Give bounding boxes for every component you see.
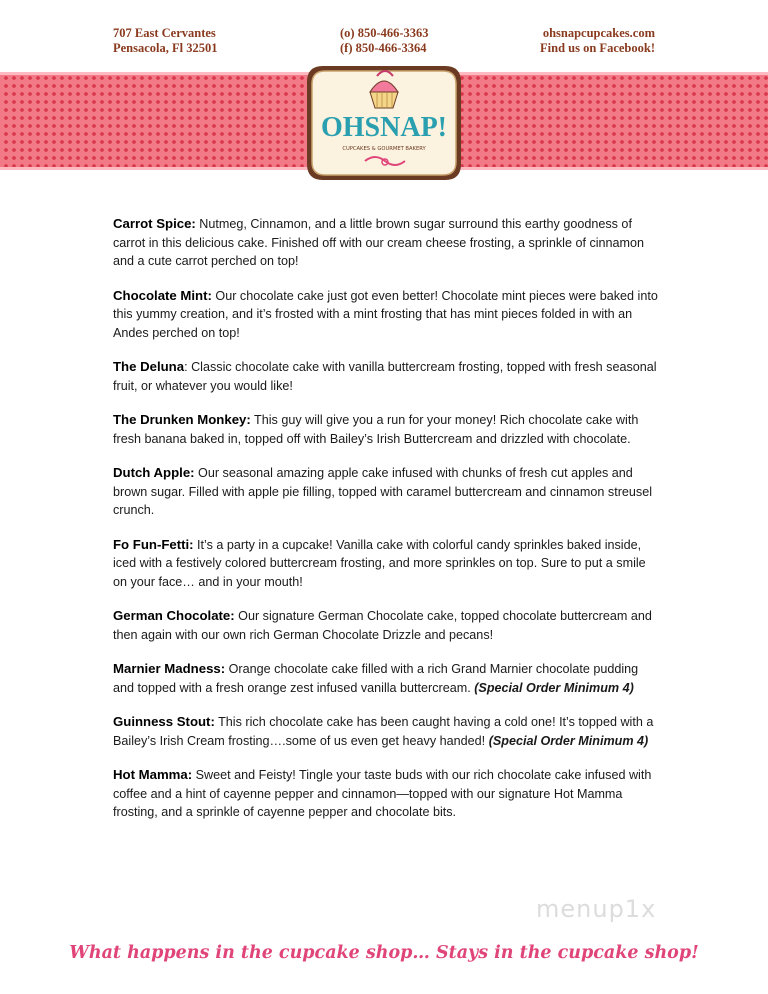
menu-item-description: Our signature German Chocolate cake, topped chocolate buttercream and then again with our own rich German Chocolate Drizzle and pecans! bbox=[113, 609, 652, 642]
menu-item bbox=[113, 287, 658, 343]
address-block bbox=[113, 26, 218, 56]
menu-item-description: This rich chocolate cake has been caught having a cold one! It’s topped with a Bailey’s Irish Cream frosting….some of us even get heavy handed! bbox=[113, 715, 654, 748]
phone-block bbox=[340, 26, 429, 56]
address-street: 707 East Cervantes bbox=[113, 26, 216, 40]
menu-item bbox=[113, 660, 658, 697]
phone-office: (o) 850-466-3363 bbox=[340, 26, 429, 40]
menu-item-note: (Special Order Minimum 4) bbox=[488, 733, 649, 748]
facebook-link[interactable]: Find us on Facebook! bbox=[540, 41, 655, 55]
menu-item-name: Fo Fun-Fetti: bbox=[113, 536, 194, 552]
logo-brand-text: OHSNAP! bbox=[321, 112, 447, 143]
menu-item-name: The Deluna bbox=[113, 359, 185, 374]
menu-item bbox=[113, 464, 658, 520]
ohsnap-logo bbox=[303, 62, 465, 184]
menu-item bbox=[113, 713, 658, 750]
menu-item-description: : Classic chocolate cake with vanilla buttercream frosting, topped with fresh seasonal fruit, or whatever you would like! bbox=[113, 360, 657, 393]
menu-item-name: Marnier Madness: bbox=[113, 661, 226, 676]
website-link[interactable]: ohsnapcupcakes.com bbox=[542, 26, 655, 40]
menu-item-description: It’s a party in a cupcake! Vanilla cake with colorful candy sprinkles baked inside, iced with a festively colored buttercream frosting, and more sprinkles on top. Sure to put a smile on your face… and in your mouth! bbox=[113, 537, 646, 589]
menu-item-description: This guy will give you a run for your money! Rich chocolate cake with fresh banana baked in, topped off with Bailey’s Irish Buttercream and drizzled with chocolate. bbox=[113, 413, 639, 446]
menu-item-name: Hot Mamma: bbox=[113, 767, 193, 782]
footer-slogan: What happens in the cupcake shop… Stays in the cupcake shop! bbox=[69, 943, 699, 963]
menu-item bbox=[113, 358, 658, 395]
menu-item bbox=[113, 607, 658, 644]
menu-item-name: Carrot Spice: bbox=[113, 216, 196, 231]
web-block bbox=[540, 26, 655, 56]
menu-list bbox=[113, 215, 658, 838]
menu-item-note: (Special Order Minimum 4) bbox=[474, 680, 634, 695]
logo-tagline-text: CUPCAKES & GOURMET BAKERY bbox=[342, 146, 426, 152]
menu-item-description: Our seasonal amazing apple cake infused with chunks of fresh cut apples and brown sugar. Filled with apple pie filling, topped with caramel buttercream and cinnamon streusel crunch. bbox=[113, 466, 653, 517]
phone-fax: (f) 850-466-3364 bbox=[340, 41, 427, 55]
menu-item-description: Our chocolate cake just got even better! Chocolate mint pieces were baked into this yummy creation, and it’s frosted with a mint frosting that has mint pieces folded in with an Andes perched on top! bbox=[113, 288, 658, 340]
menu-item bbox=[113, 215, 658, 271]
menu-item-description: Nutmeg, Cinnamon, and a little brown sugar surround this earthy goodness of carrot in this delicious cake. Finished off with our cream cheese frosting, a sprinkle of cinnamon and a cute carrot perched on top! bbox=[113, 217, 645, 268]
menu-item-name: Guinness Stout: bbox=[113, 714, 215, 729]
address-city: Pensacola, Fl 32501 bbox=[113, 41, 218, 55]
menu-item-description: Orange chocolate cake filled with a rich Grand Marnier chocolate pudding and topped with a fresh orange zest infused vanilla buttercream. bbox=[113, 662, 639, 695]
menu-item-name: Dutch Apple: bbox=[113, 465, 195, 480]
menupix-watermark: menup1x bbox=[536, 895, 657, 923]
menu-item bbox=[113, 411, 658, 448]
menu-item-name: Chocolate Mint: bbox=[113, 287, 212, 303]
menu-item-description: Sweet and Feisty! Tingle your taste buds with our rich chocolate cake infused with coffee and a hint of cayenne pepper and cinnamon—topped with our signature Hot Mamma frosting, and a sprinkle of cayenne pepper and chocolate bits. bbox=[113, 768, 652, 819]
menu-item bbox=[113, 766, 658, 822]
menu-item-name: The Drunken Monkey: bbox=[113, 412, 251, 427]
menu-item bbox=[113, 536, 658, 592]
menu-item-name: German Chocolate: bbox=[113, 608, 235, 623]
